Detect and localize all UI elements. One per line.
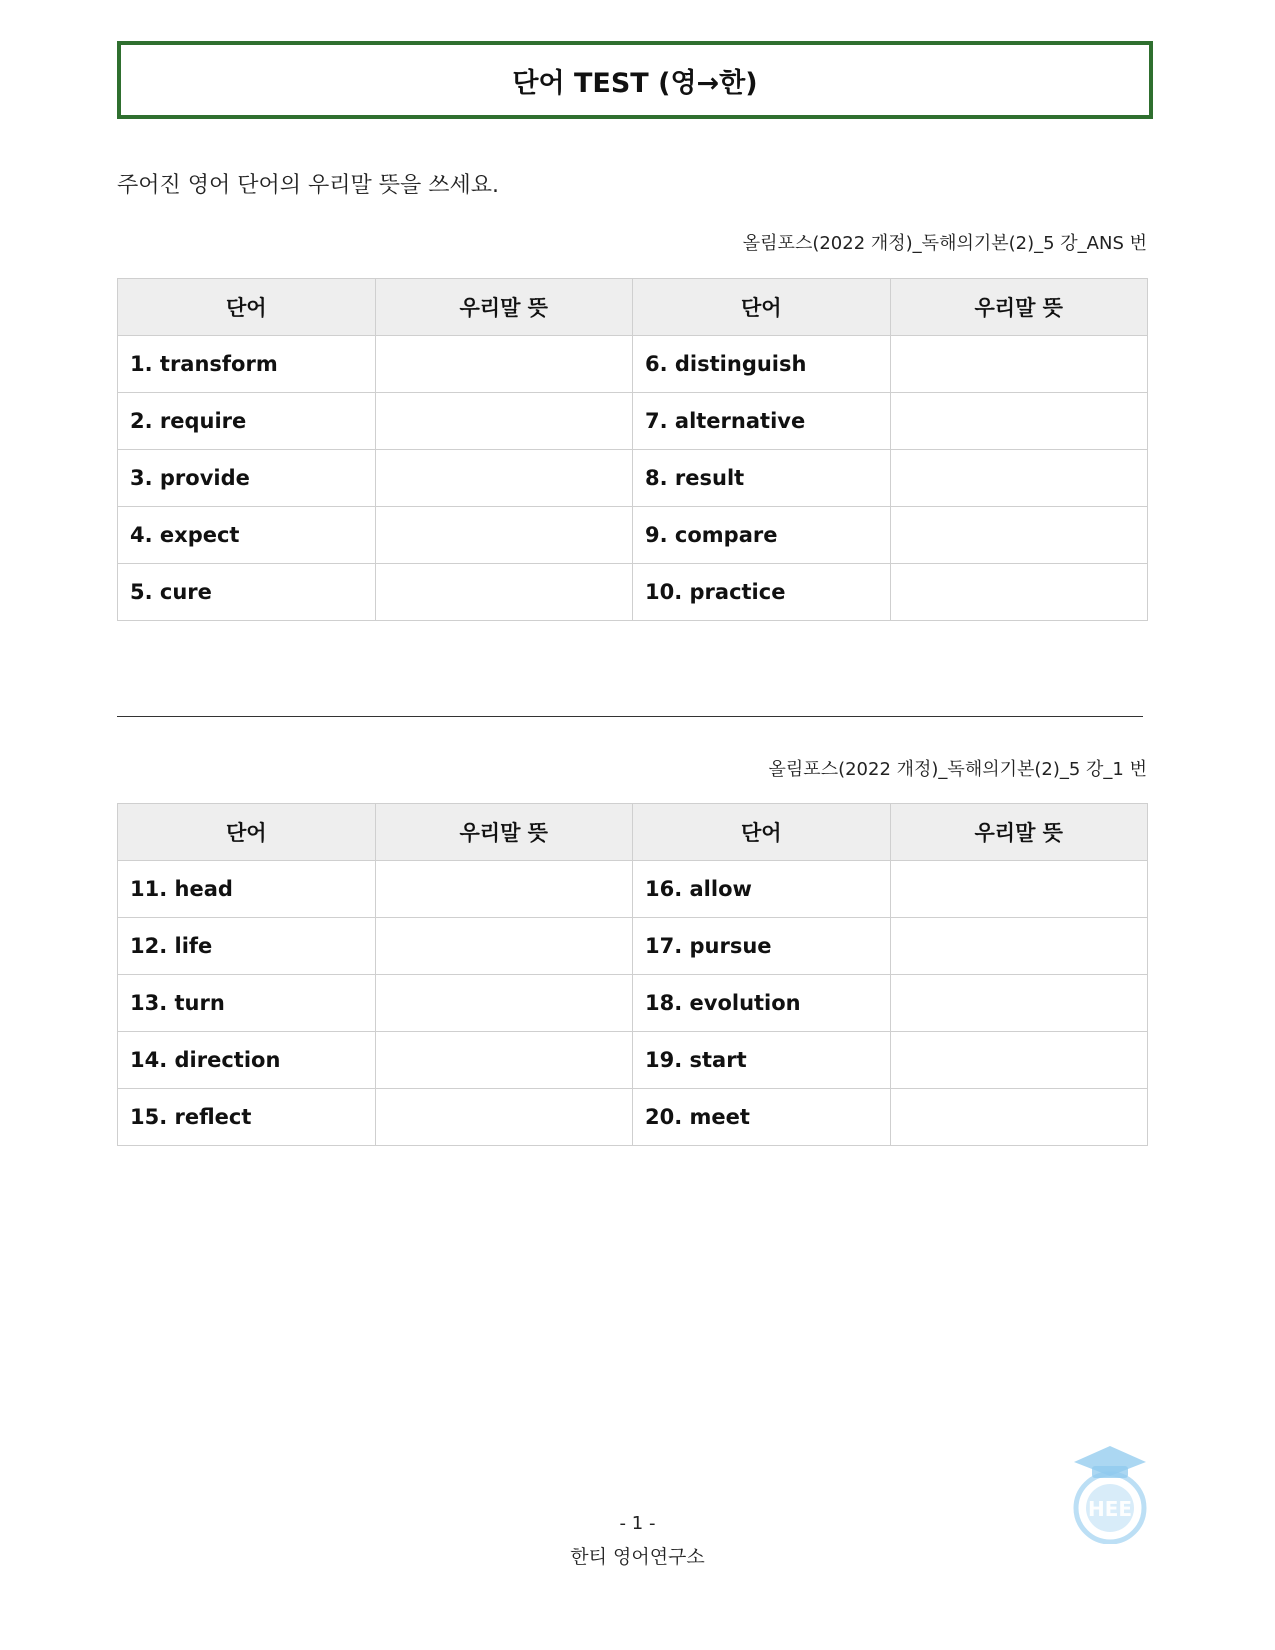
answer-cell[interactable]: [375, 336, 633, 393]
header-meaning: 우리말 뜻: [375, 279, 633, 336]
table-row: [118, 975, 1148, 1032]
table-row: [118, 564, 1148, 621]
header-word: 단어: [633, 804, 891, 861]
header-meaning: 우리말 뜻: [890, 804, 1148, 861]
answer-cell[interactable]: [890, 1089, 1148, 1146]
answer-cell[interactable]: [375, 450, 633, 507]
answer-cell[interactable]: [375, 393, 633, 450]
table-row: [118, 1032, 1148, 1089]
word-cell: 3. provide: [118, 450, 376, 507]
source-label-1: 올림포스(2022 개정)_독해의기본(2)_5 강_ANS 번: [742, 233, 1147, 254]
answer-cell[interactable]: [890, 450, 1148, 507]
header-word: 단어: [633, 279, 891, 336]
vocab-table-2: [117, 803, 1148, 1146]
word-cell: 5. cure: [118, 564, 376, 621]
title-box: [117, 41, 1153, 119]
page-number: - 1 -: [619, 1513, 656, 1534]
table-row: [118, 336, 1148, 393]
header-word: 단어: [118, 279, 376, 336]
answer-cell[interactable]: [375, 918, 633, 975]
answer-cell[interactable]: [375, 1089, 633, 1146]
table-row: [118, 393, 1148, 450]
answer-cell[interactable]: [890, 393, 1148, 450]
word-cell: 10. practice: [633, 564, 891, 621]
header-meaning: 우리말 뜻: [375, 804, 633, 861]
word-cell: 14. direction: [118, 1032, 376, 1089]
answer-cell[interactable]: [375, 564, 633, 621]
answer-cell[interactable]: [890, 1032, 1148, 1089]
word-cell: 7. alternative: [633, 393, 891, 450]
logo-text: HEE: [1087, 1497, 1133, 1521]
answer-cell[interactable]: [890, 507, 1148, 564]
answer-cell[interactable]: [890, 918, 1148, 975]
word-cell: 1. transform: [118, 336, 376, 393]
answer-cell[interactable]: [375, 861, 633, 918]
instruction-text: 주어진 영어 단어의 우리말 뜻을 쓰세요.: [117, 173, 499, 198]
word-cell: 20. meet: [633, 1089, 891, 1146]
word-cell: 11. head: [118, 861, 376, 918]
answer-cell[interactable]: [890, 564, 1148, 621]
word-cell: 12. life: [118, 918, 376, 975]
word-cell: 8. result: [633, 450, 891, 507]
word-cell: 13. turn: [118, 975, 376, 1032]
word-cell: 15. reflect: [118, 1089, 376, 1146]
answer-cell[interactable]: [890, 861, 1148, 918]
table-row: [118, 918, 1148, 975]
header-meaning: 우리말 뜻: [890, 279, 1148, 336]
answer-cell[interactable]: [375, 507, 633, 564]
answer-cell[interactable]: [890, 336, 1148, 393]
answer-cell[interactable]: [375, 1032, 633, 1089]
vocab-table-1: [117, 278, 1148, 621]
answer-cell[interactable]: [890, 975, 1148, 1032]
footer-organization: 한티 영어연구소: [570, 1546, 705, 1568]
word-cell: 19. start: [633, 1032, 891, 1089]
page-title: 단어 TEST (영→한): [512, 67, 758, 99]
table-row: [118, 507, 1148, 564]
table-row: [118, 1089, 1148, 1146]
table-header-row: [118, 804, 1148, 861]
source-label-2: 올림포스(2022 개정)_독해의기본(2)_5 강_1 번: [768, 759, 1147, 780]
word-cell: 2. require: [118, 393, 376, 450]
table-row: [118, 450, 1148, 507]
header-word: 단어: [118, 804, 376, 861]
word-cell: 16. allow: [633, 861, 891, 918]
section-divider: [117, 716, 1143, 717]
word-cell: 18. evolution: [633, 975, 891, 1032]
word-cell: 4. expect: [118, 507, 376, 564]
answer-cell[interactable]: [375, 975, 633, 1032]
word-cell: 9. compare: [633, 507, 891, 564]
word-cell: 17. pursue: [633, 918, 891, 975]
table-header-row: [118, 279, 1148, 336]
word-cell: 6. distinguish: [633, 336, 891, 393]
table-row: [118, 861, 1148, 918]
